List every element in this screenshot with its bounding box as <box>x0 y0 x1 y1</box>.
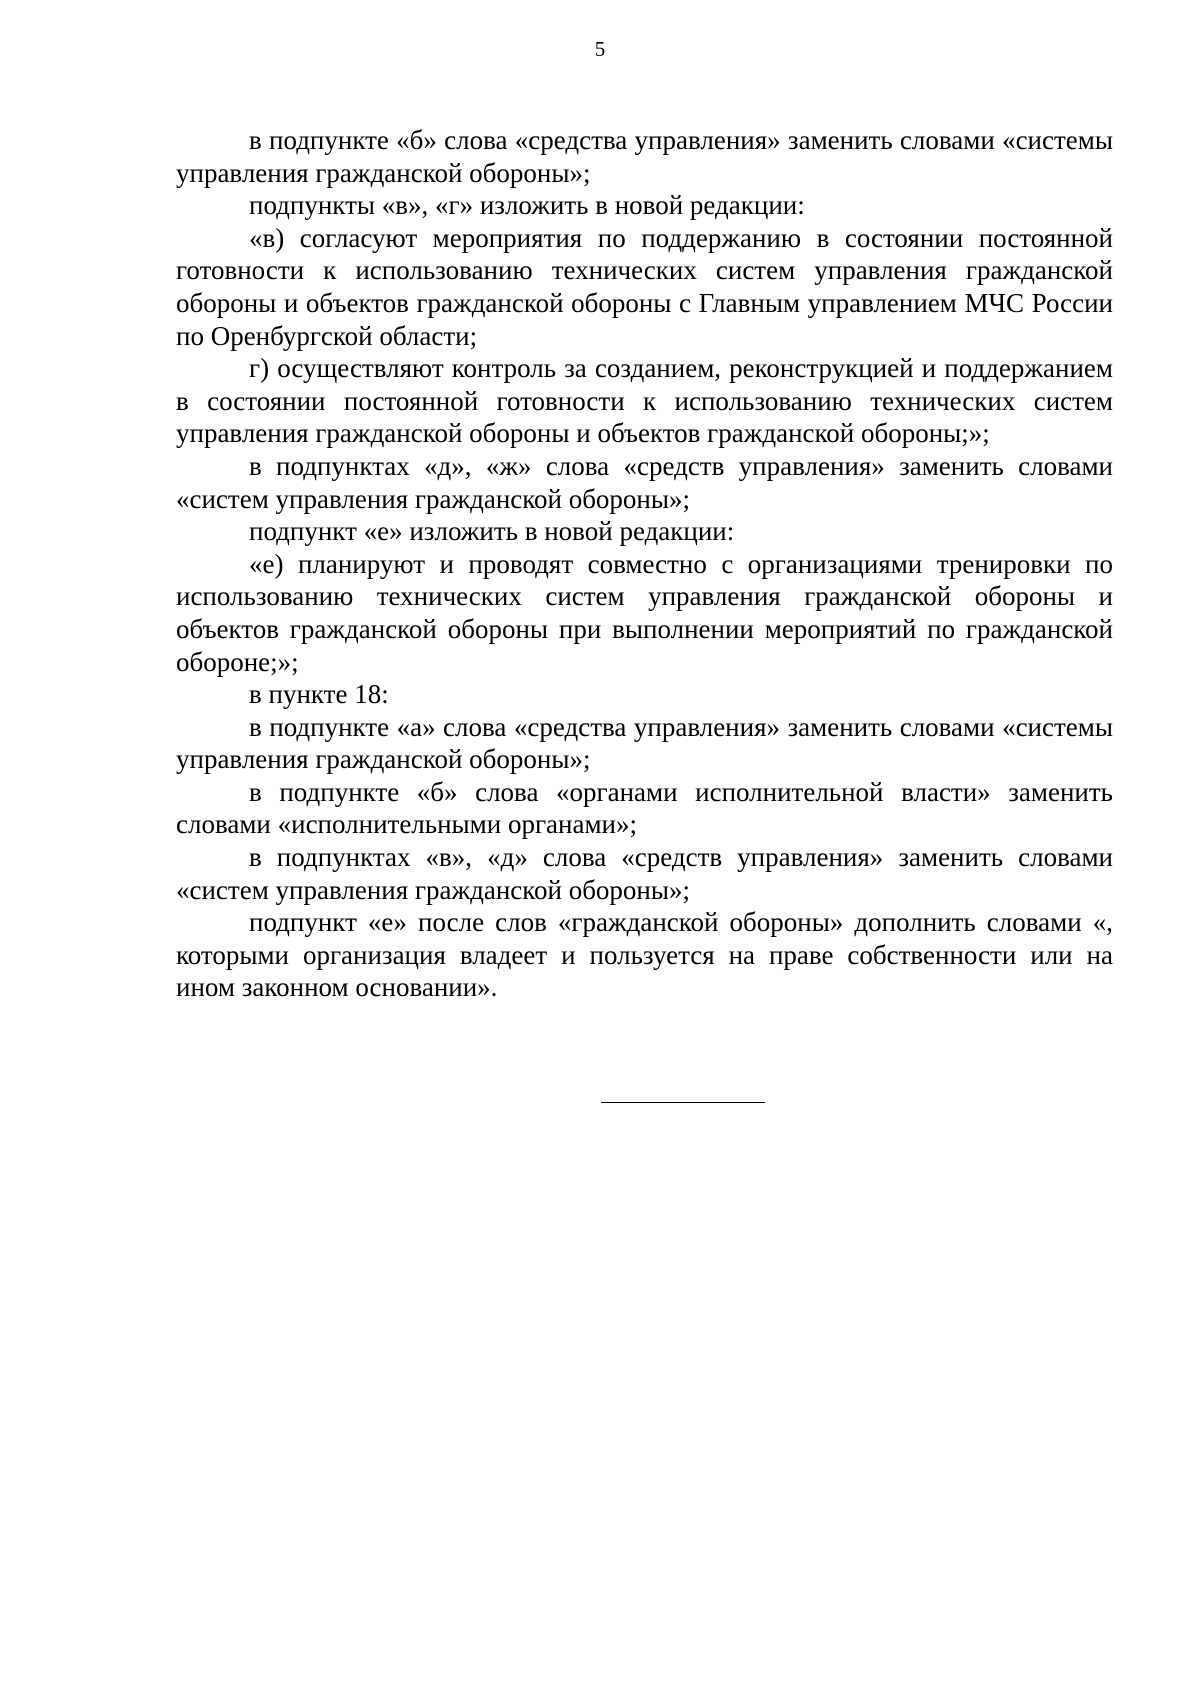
closing-divider <box>601 1102 765 1103</box>
paragraph: в подпунктах «д», «ж» слова «средств управления» заменить словами «систем управления гражданской обороны»; <box>176 450 1113 514</box>
paragraph: «е) планируют и проводят совместно с организациями тренировки по использованию технических систем управления гражданской обороны и объектов гражданской обороны при выполнении мероприятий по гражданской обороне;»; <box>176 548 1113 677</box>
paragraph: в пункте 18: <box>249 679 389 710</box>
paragraph: г) осуществляют контроль за созданием, реконструкцией и поддержанием в состоянии постоянной готовности к использованию технических систем управления гражданской обороны и объектов гражданской обороны;»; <box>176 353 1113 449</box>
paragraph: «в) согласуют мероприятия по поддержанию в состоянии постоянной готовности к использованию технических систем управления гражданской обороны и объектов гражданской обороны с Главным управлением МЧС России по Оренбургской области; <box>176 222 1113 351</box>
document-body <box>176 124 1113 1004</box>
paragraph: в подпунктах «в», «д» слова «средств управления» заменить словами «систем управления гражданской обороны»; <box>176 842 1113 905</box>
paragraph: подпункты «в», «г» изложить в новой редакции: <box>249 190 805 221</box>
page-number: 5 <box>594 37 606 61</box>
paragraph: подпункт «е» изложить в новой редакции: <box>249 516 735 547</box>
paragraph: в подпункте «а» слова «средства управления» заменить словами «системы управления гражданской обороны»; <box>176 711 1113 775</box>
paragraph: подпункт «е» после слов «гражданской обороны» дополнить словами «, которыми организация владеет и пользуется на праве собственности или на ином законном основании». <box>176 907 1113 1003</box>
paragraph: в подпункте «б» слова «средства управления» заменить словами «системы управления гражданской обороны»; <box>176 125 1113 188</box>
paragraph: в подпункте «б» слова «органами исполнительной власти» заменить словами «исполнительными органами»; <box>176 776 1113 840</box>
